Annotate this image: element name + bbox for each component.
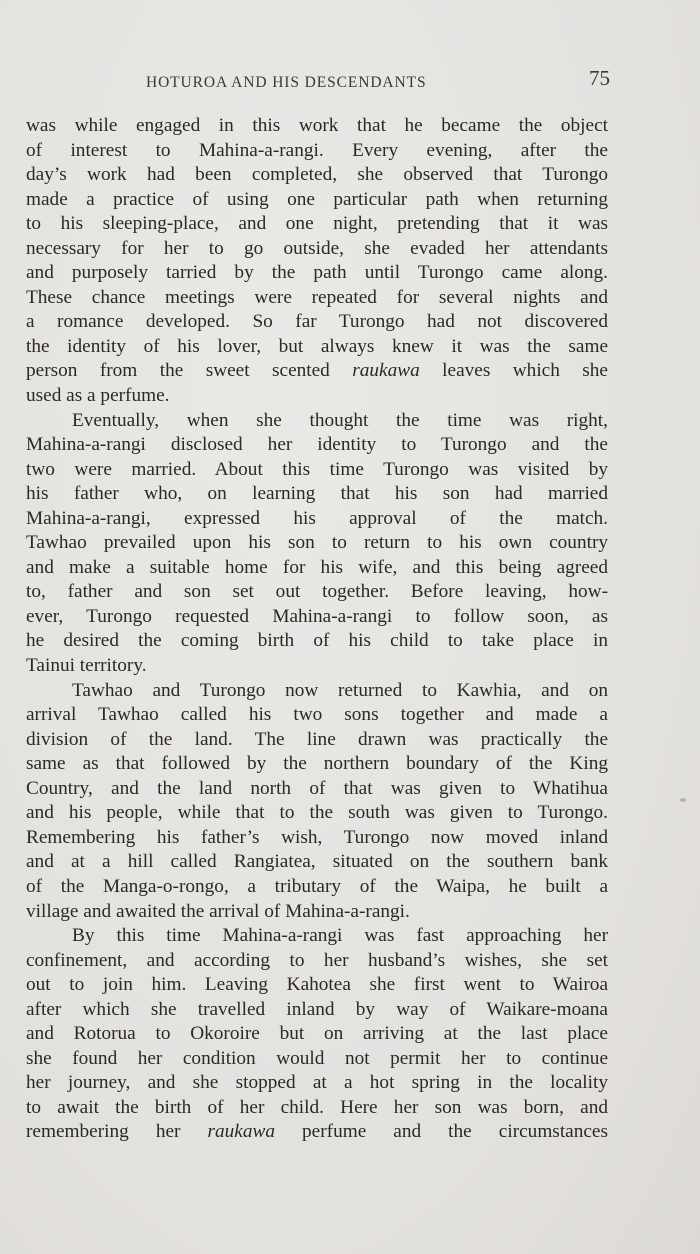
text-line: These chance meetings were repeated for several nights and bbox=[26, 286, 608, 308]
text-line: Tainui territory. bbox=[26, 655, 147, 677]
body-text bbox=[26, 114, 608, 1145]
text-line: and his people, while that to the south was given to Turongo. bbox=[26, 802, 608, 824]
text-line: her journey, and she stopped at a hot spring in the locality bbox=[26, 1072, 608, 1094]
text-fragment: leaves which she bbox=[442, 360, 608, 382]
text-line: used as a perfume. bbox=[26, 385, 170, 407]
text-line: Mahina-a-rangi disclosed her identity to Turongo and the bbox=[26, 434, 608, 456]
text-line: Country, and the land north of that was given to Whatihua bbox=[26, 777, 608, 799]
text-line: and purposely tarried by the path until Turongo came along. bbox=[26, 262, 608, 284]
text-line: Tawhao prevailed upon his son to return to his own country bbox=[26, 532, 608, 554]
text-line: confinement, and according to her husband’s wishes, she set bbox=[26, 949, 608, 971]
text-fragment: remembering her bbox=[26, 1121, 181, 1143]
text-line bbox=[26, 359, 608, 384]
text-line: and make a suitable home for his wife, and this being agreed bbox=[26, 556, 608, 578]
text-fragment: perfume and the circumstances bbox=[302, 1121, 608, 1143]
paragraph-4 bbox=[26, 924, 608, 1145]
text-line: necessary for her to go outside, she evaded her attendants bbox=[26, 237, 608, 259]
italic-word: raukawa bbox=[352, 360, 420, 382]
text-fragment: person from the sweet scented bbox=[26, 360, 330, 382]
running-head-title: HOTUROA AND HIS DESCENDANTS bbox=[146, 74, 427, 91]
paragraph-2 bbox=[26, 409, 608, 679]
text-line: Tawhao and Turongo now returned to Kawhia, and on bbox=[72, 679, 608, 701]
text-line: day’s work had been completed, she observed that Turongo bbox=[26, 164, 608, 186]
paragraph-1 bbox=[26, 114, 608, 409]
text-line: a romance developed. So far Turongo had not discovered bbox=[26, 311, 608, 333]
running-head bbox=[26, 66, 608, 96]
text-line: Mahina-a-rangi, expressed his approval of the match. bbox=[26, 507, 608, 529]
page-number: 75 bbox=[589, 66, 610, 90]
text-line: Eventually, when she thought the time was right, bbox=[72, 409, 608, 431]
text-line: Remembering his father’s wish, Turongo now moved inland bbox=[26, 826, 608, 848]
book-page bbox=[26, 0, 608, 1254]
italic-word: raukawa bbox=[207, 1121, 275, 1143]
text-line: of interest to Mahina-a-rangi. Every evening, after the bbox=[26, 139, 608, 161]
text-line: made a practice of using one particular path when returning bbox=[26, 188, 608, 210]
text-line: arrival Tawhao called his two sons together and made a bbox=[26, 704, 608, 726]
text-line: his father who, on learning that his son had married bbox=[26, 483, 608, 505]
text-line: he desired the coming birth of his child to take place in bbox=[26, 630, 608, 652]
text-line: she found her condition would not permit her to continue bbox=[26, 1047, 608, 1069]
text-line: of the Manga-o-rongo, a tributary of the Waipa, he built a bbox=[26, 875, 608, 897]
text-line: same as that followed by the northern boundary of the King bbox=[26, 753, 608, 775]
text-line: was while engaged in this work that he became the object bbox=[26, 115, 608, 136]
text-line: and Rotorua to Okoroire but on arriving at the last place bbox=[26, 1023, 608, 1045]
text-line: ever, Turongo requested Mahina-a-rangi to follow soon, as bbox=[26, 605, 608, 627]
text-line: after which she travelled inland by way of Waikare-moana bbox=[26, 998, 608, 1020]
text-line: village and awaited the arrival of Mahina-a-rangi. bbox=[26, 900, 410, 922]
text-line: to, father and son set out together. Before leaving, how- bbox=[26, 581, 608, 603]
text-line: and at a hill called Rangiatea, situated on the southern bank bbox=[26, 851, 608, 873]
text-line: division of the land. The line drawn was practically the bbox=[26, 728, 608, 750]
text-line: to his sleeping-place, and one night, pretending that it was bbox=[26, 213, 608, 235]
text-line: two were married. About this time Turongo was visited by bbox=[26, 458, 608, 480]
paper-speck bbox=[680, 798, 686, 802]
text-line: to await the birth of her child. Here her son was born, and bbox=[26, 1096, 608, 1118]
text-line: By this time Mahina-a-rangi was fast approaching her bbox=[72, 925, 608, 947]
text-line bbox=[26, 1120, 608, 1145]
text-line: the identity of his lover, but always knew it was the same bbox=[26, 335, 608, 357]
paragraph-3 bbox=[26, 679, 608, 924]
text-line: out to join him. Leaving Kahotea she first went to Wairoa bbox=[26, 974, 608, 996]
